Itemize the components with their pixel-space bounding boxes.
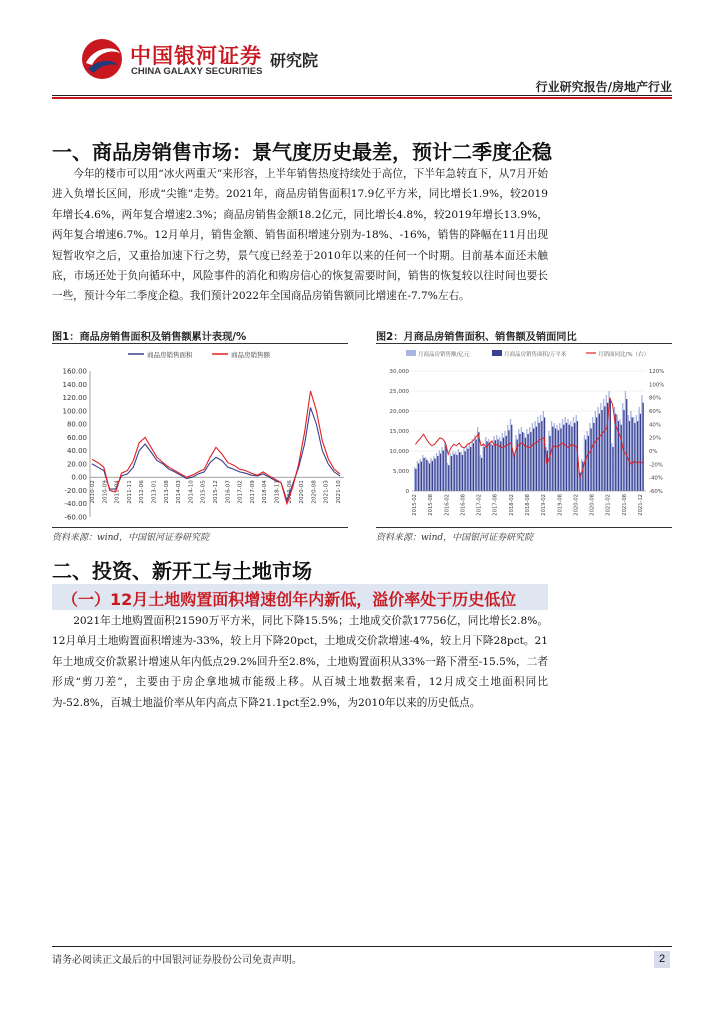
chart2-ytick-right: 100% [649, 382, 665, 389]
bar-monthly-area [574, 423, 575, 491]
chart2-ytick-right: 120% [649, 369, 665, 375]
chart1-ytick: 80.00 [66, 420, 87, 429]
bar-monthly-amount [447, 463, 448, 491]
bar-monthly-amount [565, 417, 566, 491]
bar-monthly-amount [419, 459, 420, 491]
bar-monthly-amount [433, 456, 434, 491]
bar-monthly-amount [518, 429, 519, 491]
bar-monthly-amount [554, 423, 555, 491]
bar-monthly-area [418, 463, 419, 491]
bar-monthly-area [508, 430, 509, 491]
bar-monthly-area [426, 460, 427, 491]
chart2-xtick: 2017-02 [476, 494, 483, 516]
bar-monthly-amount [641, 395, 642, 491]
bar-monthly-amount [466, 445, 467, 491]
bar-monthly-area [497, 439, 498, 491]
chart1-ytick: 160.00 [62, 367, 87, 376]
bar-monthly-amount [504, 431, 505, 491]
chart1-xtick: 2021-03 [323, 480, 330, 504]
chart1-ytick: 140.00 [62, 380, 87, 389]
chart1-xtick: 2020-01 [299, 480, 306, 504]
bar-monthly-amount [510, 419, 511, 491]
bar-monthly-amount [422, 455, 423, 491]
bar-monthly-area [440, 453, 441, 491]
bar-monthly-area [585, 439, 586, 491]
chart1-xtick: 2017-09 [249, 480, 256, 504]
bar-monthly-amount [480, 455, 481, 491]
chart1-xtick: 2011-11 [126, 480, 133, 504]
bar-monthly-area [462, 455, 463, 491]
bar-monthly-area [467, 449, 468, 491]
bar-monthly-area [640, 414, 641, 491]
figure1-bottom-rule [52, 527, 348, 528]
bar-monthly-amount [463, 448, 464, 491]
bar-monthly-area [596, 417, 597, 491]
bar-monthly-amount [450, 453, 451, 491]
chart1-ytick: 60.00 [66, 433, 87, 442]
bar-monthly-amount [428, 461, 429, 491]
bar-monthly-area [599, 414, 600, 491]
bar-monthly-area [552, 427, 553, 491]
chart2-xtick: 2015-08 [428, 494, 435, 516]
chart1-ytick: -40.00 [64, 500, 87, 509]
bar-monthly-area [626, 399, 627, 491]
chart1-ytick: -60.00 [64, 513, 87, 522]
bar-monthly-amount [639, 407, 640, 491]
bar-monthly-area [451, 456, 452, 491]
chart2-ytick-left: 15,000 [389, 429, 409, 435]
bar-monthly-area [569, 425, 570, 491]
bar-monthly-area [634, 423, 635, 491]
chart2-xtick: 2021-08 [621, 494, 628, 516]
chart2-xtick: 2020-02 [573, 494, 580, 516]
header-rule [52, 95, 672, 96]
bar-monthly-area [500, 441, 501, 491]
subsection-title-land: （一）12月土地购置面积增速创年内新低，溢价率处于历史低位 [62, 590, 517, 609]
chart2-xtick: 2019-08 [557, 494, 564, 516]
bar-monthly-area [527, 434, 528, 491]
bar-monthly-area [470, 447, 471, 491]
bar-monthly-amount [592, 417, 593, 491]
sales-paragraph: 今年的楼市可以用“冰火两重天”来形容，上半年销售热度持续处于高位，下半年急转直下，从7月开始进入负增长区间，形成“尖锥”走势。2021年，商品房销售面积17.9亿平方米，同比增长1.9%，较2019年增长4.6%，两年复合增速2.3%；商品房销售金额18.2亿元，同比增长4.8%，较2019年增长13.9%，两年复合增速6.7%。12月单月，销售金额、销售面积增速分别为-18%、-16%，销售的降幅在11月出现短暂收窄之后，又重拾加速下行之势，景气度已经差于2010年以来的任何一个时期。目前基本面还未触底，市场还处于负向循环中，风险事件的消化和购房信心的恢复需要时间，销售的恢复较以往时间也要长一些，预计今年二季度企稳。我们预计2022年全国商品房销售额同比增速在-7.7%左右。 [52, 168, 548, 303]
chart2-xtick: 2016-08 [460, 494, 467, 516]
bar-monthly-amount [625, 391, 626, 491]
bar-monthly-amount [414, 467, 415, 491]
bar-monthly-amount [439, 450, 440, 491]
bar-monthly-amount [540, 415, 541, 491]
chart1-legend [128, 350, 271, 359]
bar-monthly-area [571, 427, 572, 491]
bar-monthly-amount [502, 433, 503, 491]
bar-monthly-amount [455, 452, 456, 491]
bar-monthly-area [558, 430, 559, 491]
bar-monthly-amount [633, 417, 634, 491]
bar-monthly-area [484, 447, 485, 491]
bar-monthly-amount [562, 419, 563, 491]
chart1-ytick: 40.00 [66, 447, 87, 456]
chart1-ytick: 100.00 [62, 407, 87, 416]
bar-monthly-amount [556, 425, 557, 491]
bar-monthly-area [593, 423, 594, 491]
bar-monthly-amount [430, 458, 431, 491]
bar-monthly-area [415, 469, 416, 491]
report-type-label: 行业研究报告/房地产行业 [535, 80, 672, 94]
legend-label-monthly-amount: 月商品房销售额/亿元 [418, 352, 470, 358]
chart2-xtick: 2021-12 [638, 494, 644, 516]
bar-monthly-amount [524, 433, 525, 491]
chart2-xtick: 2016-02 [444, 494, 451, 516]
chart1-xtick: 2011-04 [114, 480, 121, 504]
figure2-caption: 图2：月商品房销售面积、销售额及销面同比 [376, 332, 577, 343]
chart1-xtick: 2013-08 [163, 480, 170, 504]
bar-monthly-amount [521, 427, 522, 491]
bar-monthly-area [533, 428, 534, 491]
bar-monthly-area [511, 425, 512, 491]
bar-monthly-area [456, 455, 457, 491]
bar-monthly-area [590, 428, 591, 491]
bar-monthly-amount [617, 415, 618, 491]
bar-monthly-area [632, 417, 633, 491]
chart1-ytick: 120.00 [62, 394, 87, 403]
bar-monthly-amount [452, 451, 453, 491]
bar-monthly-amount [474, 435, 475, 491]
bar-monthly-amount [526, 429, 527, 491]
bar-monthly-area [437, 456, 438, 491]
institute-label: 研究院 [270, 51, 319, 70]
bar-monthly-area [637, 421, 638, 491]
bar-monthly-area [530, 432, 531, 491]
chart2-ytick-right: -60% [649, 489, 663, 495]
section-title-sales: 一、商品房销售市场：景气度历史最差，预计二季度企稳 [52, 140, 552, 164]
chart2-ytick-left: 0 [405, 489, 409, 495]
chart1-xtick: 2010-09 [102, 480, 109, 504]
chart2-ytick-left: 5,000 [392, 469, 409, 475]
chart2-ytick-right: -20% [649, 462, 663, 469]
bar-monthly-amount [606, 395, 607, 491]
bar-monthly-amount [611, 443, 612, 491]
bar-monthly-area [454, 454, 455, 491]
bar-monthly-area [448, 465, 449, 491]
bar-monthly-amount [595, 411, 596, 491]
chart1-ytick: 20.00 [66, 460, 87, 469]
figure2-bottom-rule [376, 527, 672, 528]
chart2-xtick: 2018-08 [525, 494, 531, 516]
bar-monthly-amount [417, 461, 418, 491]
bar-monthly-area [514, 454, 515, 491]
bar-monthly-area [522, 432, 523, 491]
chart1-xtick: 2020-08 [311, 480, 318, 504]
bar-monthly-area [443, 451, 444, 491]
chart2-ytick-right: -40% [649, 475, 663, 482]
galaxy-logo-icon [80, 37, 124, 81]
bar-monthly-amount [469, 443, 470, 491]
chart1-xtick: 2014-03 [176, 480, 183, 504]
bar-monthly-amount [444, 441, 445, 491]
bar-monthly-amount [636, 415, 637, 491]
chart2-ytick-right: 20% [649, 435, 661, 442]
bar-monthly-amount [600, 403, 601, 491]
chart1-xtick: 2016-07 [225, 480, 232, 504]
legend-label-area: 商品房销售面积 [147, 351, 193, 359]
bar-monthly-area [432, 461, 433, 491]
bar-monthly-amount [488, 439, 489, 491]
bar-monthly-amount [619, 419, 620, 491]
bar-monthly-area [475, 439, 476, 491]
bar-monthly-amount [630, 411, 631, 491]
bar-monthly-area [465, 451, 466, 491]
chart1-xtick: 2018-11 [274, 480, 281, 504]
bar-monthly-area [588, 436, 589, 491]
bar-monthly-amount [529, 427, 530, 491]
bar-monthly-amount [507, 425, 508, 491]
bar-monthly-area [473, 443, 474, 491]
chart1-xtick: 2012-06 [139, 480, 146, 504]
bar-monthly-amount [597, 407, 598, 491]
chart2-ytick-right: 60% [649, 409, 661, 415]
chart2-ytick-left: 10,000 [389, 449, 409, 455]
bar-monthly-area [421, 462, 422, 491]
bar-monthly-area [549, 436, 550, 491]
chart1-xtick: 2015-05 [200, 480, 207, 504]
legend-label-amount: 商品房销售额 [231, 351, 270, 359]
legend-label-monthly-area: 月商品房销售面积/万平米 [504, 352, 567, 358]
bar-monthly-area [612, 447, 613, 491]
chart2-ytick-right: 40% [649, 422, 661, 429]
page-number: 2 [654, 951, 670, 968]
chart1-xtick: 2017-02 [237, 480, 244, 504]
chart-monthly-sales [376, 345, 674, 525]
bar-monthly-area [536, 427, 537, 491]
bar-monthly-area [629, 421, 630, 491]
bar-monthly-amount [573, 417, 574, 491]
legend-label-yoy: 月销面同比/%（右） [598, 352, 650, 358]
land-paragraph: 2021年土地购置面积21590万平方米，同比下降15.5%；土地成交价款17756亿，同比增长2.8%。12月单月土地购置面积增速为-33%，较上月下降20pct，土地成交价款增速-4%，较上月下降28pct。21年土地成交价款累计增速从年内低点29.2%回升至2.8%，土地购置面积从33%一路下滑至-15.5%，二者形成“剪刀差”，主要由于房企拿地城市能级上移。从百城土地数据来看，12月成交土地面积同比为-52.8%，百城土地溢价率从年内高点下降21.1pct至2.9%，为2010年以来的历史低点。 [52, 615, 548, 709]
bar-monthly-area [610, 399, 611, 491]
chart-cumulative-sales [52, 345, 350, 525]
chart2-ytick-right: 80% [649, 395, 661, 402]
chart2-xtick: 2020-08 [589, 494, 596, 516]
bar-monthly-amount [543, 411, 544, 491]
bar-monthly-area [544, 417, 545, 491]
chart1-ytick: -20.00 [64, 486, 87, 495]
logo-text-en: CHINA GALAXY SECURITIES [131, 66, 263, 77]
bar-monthly-amount [491, 441, 492, 491]
bar-monthly-area [423, 458, 424, 491]
bar-monthly-area [555, 428, 556, 491]
chart2-ytick-left: 20,000 [389, 409, 409, 415]
chart2-legend [406, 350, 649, 358]
bar-monthly-amount [496, 435, 497, 491]
bar-monthly-area [481, 458, 482, 491]
bar-monthly-area [566, 423, 567, 491]
figure2-top-rule [376, 343, 672, 344]
header-rule-red [52, 97, 672, 99]
bar-monthly-amount [628, 415, 629, 491]
bar-monthly-area [495, 440, 496, 491]
footer-disclaimer: 请务必阅读正文最后的中国银河证券股份公司免责声明。 [52, 955, 302, 966]
bar-monthly-amount [589, 423, 590, 491]
figure1-caption: 图1：商品房销售面积及销售额累计表现/% [52, 332, 247, 343]
chart2-ytick-right: 0% [649, 449, 658, 455]
bar-monthly-amount [532, 423, 533, 491]
bar-monthly-amount [461, 452, 462, 491]
bar-monthly-amount [436, 453, 437, 491]
bar-monthly-area [486, 441, 487, 491]
bar-monthly-amount [603, 399, 604, 491]
bar-monthly-area [492, 445, 493, 491]
section-title-investment: 二、投资、新开工与土地市场 [52, 559, 312, 583]
chart1-xtick: 2018-04 [262, 480, 269, 504]
bar-monthly-area [445, 445, 446, 491]
bar-monthly-area [429, 463, 430, 491]
chart2-xtick: 2015-02 [412, 494, 418, 516]
bar-monthly-area [489, 443, 490, 491]
bar-monthly-area [547, 451, 548, 491]
chart1-xtick: 2021-10 [336, 480, 342, 504]
bar-monthly-amount [551, 421, 552, 491]
figure1-top-rule [52, 343, 348, 344]
chart2-xtick: 2019-02 [541, 494, 548, 516]
bar-monthly-amount [482, 443, 483, 491]
chart1-xtick: 2010-02 [90, 480, 96, 504]
logo-text-cn: 中国银河证券 [130, 44, 262, 68]
bar-monthly-amount [499, 437, 500, 491]
bar-monthly-area [459, 452, 460, 491]
figure2-source: 资料来源：wind，中国银河证券研究院 [376, 533, 534, 543]
chart2-xtick: 2017-08 [492, 494, 499, 516]
bar-monthly-area [604, 406, 605, 491]
bar-monthly-area [621, 425, 622, 491]
bar-monthly-area [541, 421, 542, 491]
bar-monthly-amount [534, 421, 535, 491]
bar-monthly-amount [425, 457, 426, 491]
bar-monthly-amount [515, 435, 516, 491]
chart1-xtick: 2014-10 [188, 480, 195, 504]
bar-monthly-amount [587, 431, 588, 491]
bar-monthly-amount [458, 449, 459, 491]
bar-monthly-area [519, 434, 520, 491]
chart2-ytick-left: 30,000 [389, 369, 409, 375]
bar-monthly-amount [537, 417, 538, 491]
bar-monthly-area [478, 432, 479, 491]
bar-monthly-area [601, 410, 602, 491]
footer-rule [52, 946, 672, 947]
bar-monthly-area [642, 403, 643, 491]
figure1-source: 资料来源：wind，中国银河证券研究院 [52, 533, 210, 543]
chart1-xtick: 2013-01 [151, 480, 158, 504]
bar-monthly-amount [477, 427, 478, 491]
bar-monthly-area [506, 436, 507, 491]
bar-monthly-area [434, 459, 435, 491]
bar-monthly-amount [567, 419, 568, 491]
chart2-ytick-left: 25,000 [389, 389, 409, 395]
bar-monthly-area [560, 428, 561, 491]
bar-monthly-amount [576, 415, 577, 491]
chart2-xtick: 2018-02 [508, 494, 515, 516]
chart1-xtick: 2015-12 [213, 480, 219, 504]
bar-monthly-area [538, 423, 539, 491]
bar-monthly-amount [485, 437, 486, 491]
chart1-xtick: 2019-06 [286, 480, 293, 504]
bar-monthly-amount [472, 439, 473, 491]
bar-monthly-amount [441, 447, 442, 491]
bar-monthly-amount [570, 421, 571, 491]
bar-monthly-area [563, 425, 564, 491]
bar-monthly-amount [559, 423, 560, 491]
chart2-xtick: 2021-02 [605, 494, 612, 516]
bar-monthly-area [503, 438, 504, 491]
chart1-ytick: 0.00 [71, 473, 87, 482]
